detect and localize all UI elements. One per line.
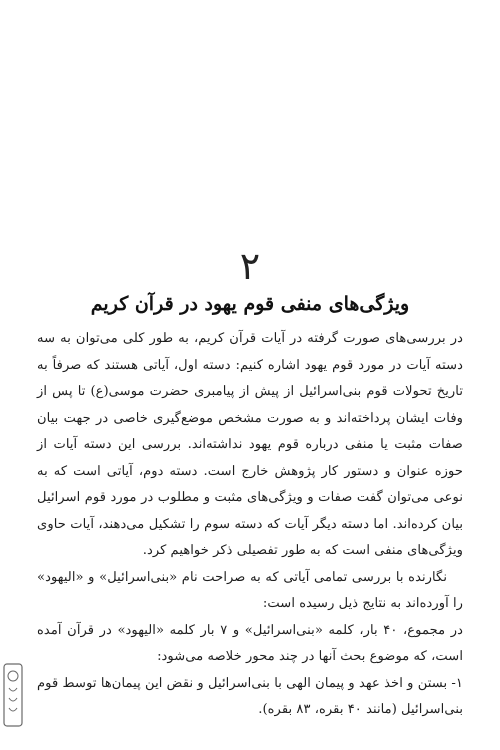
- paragraph-1: در بررسی‌های صورت گرفته در آیات قرآن کریم، به طور کلی می‌توان به سه دسته آیات در مورد قوم یهود اشاره کنیم: دسته اول، آیاتی هستند که صرفاً به تاریخ تحولات قوم بنی‌اسرائیل از پیش از پیامبری حضرت موسی(ع) تا پس از وفات ایشان پرداخته‌اند و به صورت مشخص موضع‌گیری خاصی در جهت بیان صفات مثبت یا منفی درباره قوم یهود نداشته‌اند. بررسی این دسته آیات از حوزه عنوان و دستور کار پژوهش خارج است. دسته دوم، آیاتی است که به نوعی می‌توان گفت صفات و ویژگی‌های مثبت و مطلوب در مورد قوم اسرائیل بیان کرده‌اند. اما دسته دیگر آیات که دسته سوم را تشکیل می‌دهند، آیات حاوی ویژگی‌های منفی است که به طور تفصیلی ذکر خواهیم کرد.: [37, 331, 463, 558]
- paragraph-3: در مجموع، ۴۰ بار، کلمه «بنی‌اسرائیل» و ۷ بار کلمه «الیهود» در قرآن آمده است، که موضوع بحث آنها در چند محور خلاصه می‌شود:: [37, 622, 463, 664]
- paragraph-4: ۱- بستن و اخذ عهد و پیمان الهی با بنی‌اسرائیل و نقض این پیمان‌ها توسط قوم بنی‌اسرائیل (مانند ۴۰ بقره، ۸۳ بقره).: [37, 675, 463, 717]
- chapter-title: ویژگی‌های منفی قوم یهود در قرآن کریم: [90, 293, 410, 315]
- library-seal-stamp: [2, 662, 24, 728]
- body-text: [37, 326, 463, 724]
- chapter-number: ۲: [239, 244, 261, 288]
- paragraph-2: نگارنده با بررسی تمامی آیاتی که به صراحت نام «بنی‌اسرائیل» و «الیهود» را آورده‌اند به نتایج ذیل رسیده است:: [37, 569, 463, 611]
